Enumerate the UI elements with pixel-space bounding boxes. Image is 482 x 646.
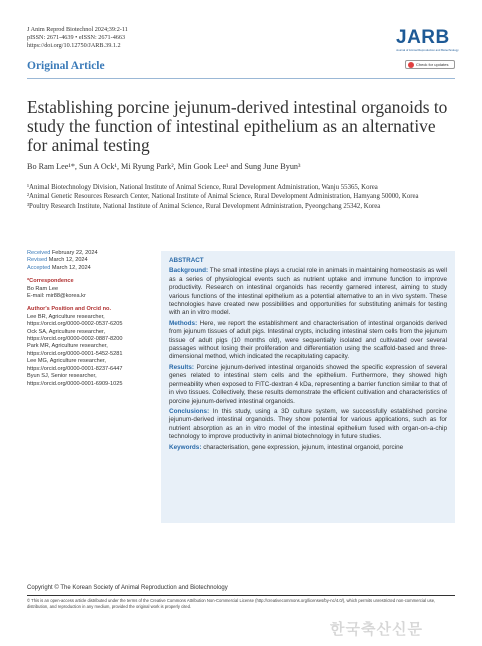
crossmark-label: Check for updates <box>416 62 449 67</box>
check-for-updates-badge[interactable] <box>405 60 455 69</box>
article-type: Original Article <box>27 60 105 72</box>
correspondence-email[interactable]: E-mail: mir88@korea.kr <box>27 293 86 300</box>
revised-date: Revised March 12, 2024 <box>27 257 88 264</box>
author-position-line: Park MR, Agriculture researcher, <box>27 343 108 350</box>
correspondence <box>27 278 157 300</box>
abstract-results: Results: Porcine jejunum-derived intestinal organoids showed the specific expression of several genes related to intestinal stem cells and the epithelium. Furthermore, they showed high permeability when exposed to FITC-dextran 4 kDa, representing a barrier function similar to that of in vivo tissues. Collectively, these results demonstrate the efficient cultivation and characteristics of porcine jejunum-derived intestinal organoids. <box>169 363 447 405</box>
article-sidebar <box>27 250 157 394</box>
journal-issn: pISSN: 2671-4639 • eISSN: 2671-4663 <box>27 34 126 41</box>
abstract-conclusions: Conclusions: In this study, using a 3D culture system, we successfully established porcine jejunum-derived intestinal organoids. They show potential for various applications, such as for nutrient absorption as an in vitro model of the intestinal epithelium fused with organ-on-a-chip technology to improve productivity in animal biotechnology in future studies. <box>169 407 447 441</box>
abstract-background: Background: The small intestine plays a crucial role in animals in maintaining homeostasis as well as a series of physiological events such as nutrient uptake and immune function to improve productivity. Research on intestinal organoids has recently garnered interest, aiming to study various functions of the intestinal epithelium as a potential alternative to an in vivo system. These technologies have created new possibilities and opportunities for substituting animals for testing with an in vitro model. <box>169 267 447 317</box>
author-position-line: Byun SJ, Senior researcher, <box>27 373 97 380</box>
orcid-link[interactable]: https://orcid.org/0000-0002-0887-8200 <box>27 336 123 343</box>
orcid-link[interactable]: https://orcid.org/0000-0002-0537-6205 <box>27 321 123 328</box>
orcid-link[interactable]: https://orcid.org/0000-0001-5452-5281 <box>27 350 123 357</box>
abstract-box <box>161 251 455 523</box>
footer-divider <box>27 595 455 596</box>
abstract-keywords: Keywords: characterisation, gene expression, jejunum, intestinal organoid, porcine <box>169 443 404 451</box>
affiliation-3: ³Poultry Research Institute, National Institute of Animal Science, Rural Development Administration, Pyeongchang 25342, Korea <box>27 202 381 210</box>
affiliation-2: ²Animal Genetic Resources Research Center, National Institute of Animal Science, Rural Development Administration, Hamyang 50000, Korea <box>27 193 419 201</box>
article-title: Establishing porcine jejunum-derived intestinal organoids to study the function of intestinal epithelium as an alternative for animal testing <box>27 97 448 155</box>
journal-citation: J Anim Reprod Biotechnol 2024;39:2-11 <box>27 26 128 33</box>
license-notice: © This is an open-access article distributed under the terms of the Creative Commons Attribution Non-Commercial License (http://creativecommons.org/licenses/by-nc/4.0/), which permits unrestricted non-commercial use, distribution, and reproduction in any medium, provided the original work is properly cited. <box>27 598 436 609</box>
orcid-link[interactable]: https://orcid.org/0000-0001-6909-1025 <box>27 380 123 387</box>
journal-doi[interactable]: https://doi.org/10.12750/JARB.39.1.2 <box>27 42 121 49</box>
article-dates <box>27 250 157 272</box>
logo-subtitle: Journal of Animal Reproduction and Biotechnology <box>396 48 459 52</box>
orcid-link[interactable]: https://orcid.org/0000-0001-8237-6447 <box>27 365 123 372</box>
copyright-notice: Copyright © The Korean Society of Animal Reproduction and Biotechnology <box>27 585 228 591</box>
author-position-line: Lee MG, Agriculture researcher, <box>27 358 106 365</box>
logo-text: JARB <box>396 27 450 48</box>
watermark: 한국축산신문 <box>330 621 423 638</box>
journal-meta <box>27 26 128 50</box>
author-positions <box>27 306 157 387</box>
correspondence-name: Bo Ram Lee <box>27 285 59 292</box>
abstract-heading: ABSTRACT <box>169 257 204 264</box>
affiliation-1: ¹Animal Biotechnology Division, National Institute of Animal Science, Rural Development Administration, Wanju 55365, Korea <box>27 184 378 191</box>
author-list: Bo Ram Lee¹*, Sun A Ock¹, Mi Ryung Park², Min Gook Lee¹ and Sung June Byun³ <box>27 162 301 171</box>
accepted-date: Accepted March 12, 2024 <box>27 264 91 271</box>
author-position-line: Lee BR, Agriculture researcher, <box>27 313 105 320</box>
abstract-methods: Methods: Here, we report the establishment and characterisation of intestinal organoids derived from jejunum tissues of adult pigs. Intestinal crypts, including intestinal stem cells from the jejunum tissue of adult pigs (10 months old), were sequentially isolated and cultivated over several passages without losing their proliferation and differentiation using the scaffold-based and three-dimensional method, which indicated the recapitulating capacity. <box>169 319 447 361</box>
author-position-line: Ock SA, Agriculture researcher, <box>27 328 106 335</box>
header-divider <box>27 78 455 79</box>
journal-logo <box>396 27 459 52</box>
author-positions-heading: Author's Position and Orcid no. <box>27 306 111 313</box>
crossmark-icon <box>408 62 414 68</box>
affiliations <box>27 183 457 211</box>
correspondence-heading: *Correspondence <box>27 278 74 285</box>
received-date: Received February 22, 2024 <box>27 250 98 256</box>
